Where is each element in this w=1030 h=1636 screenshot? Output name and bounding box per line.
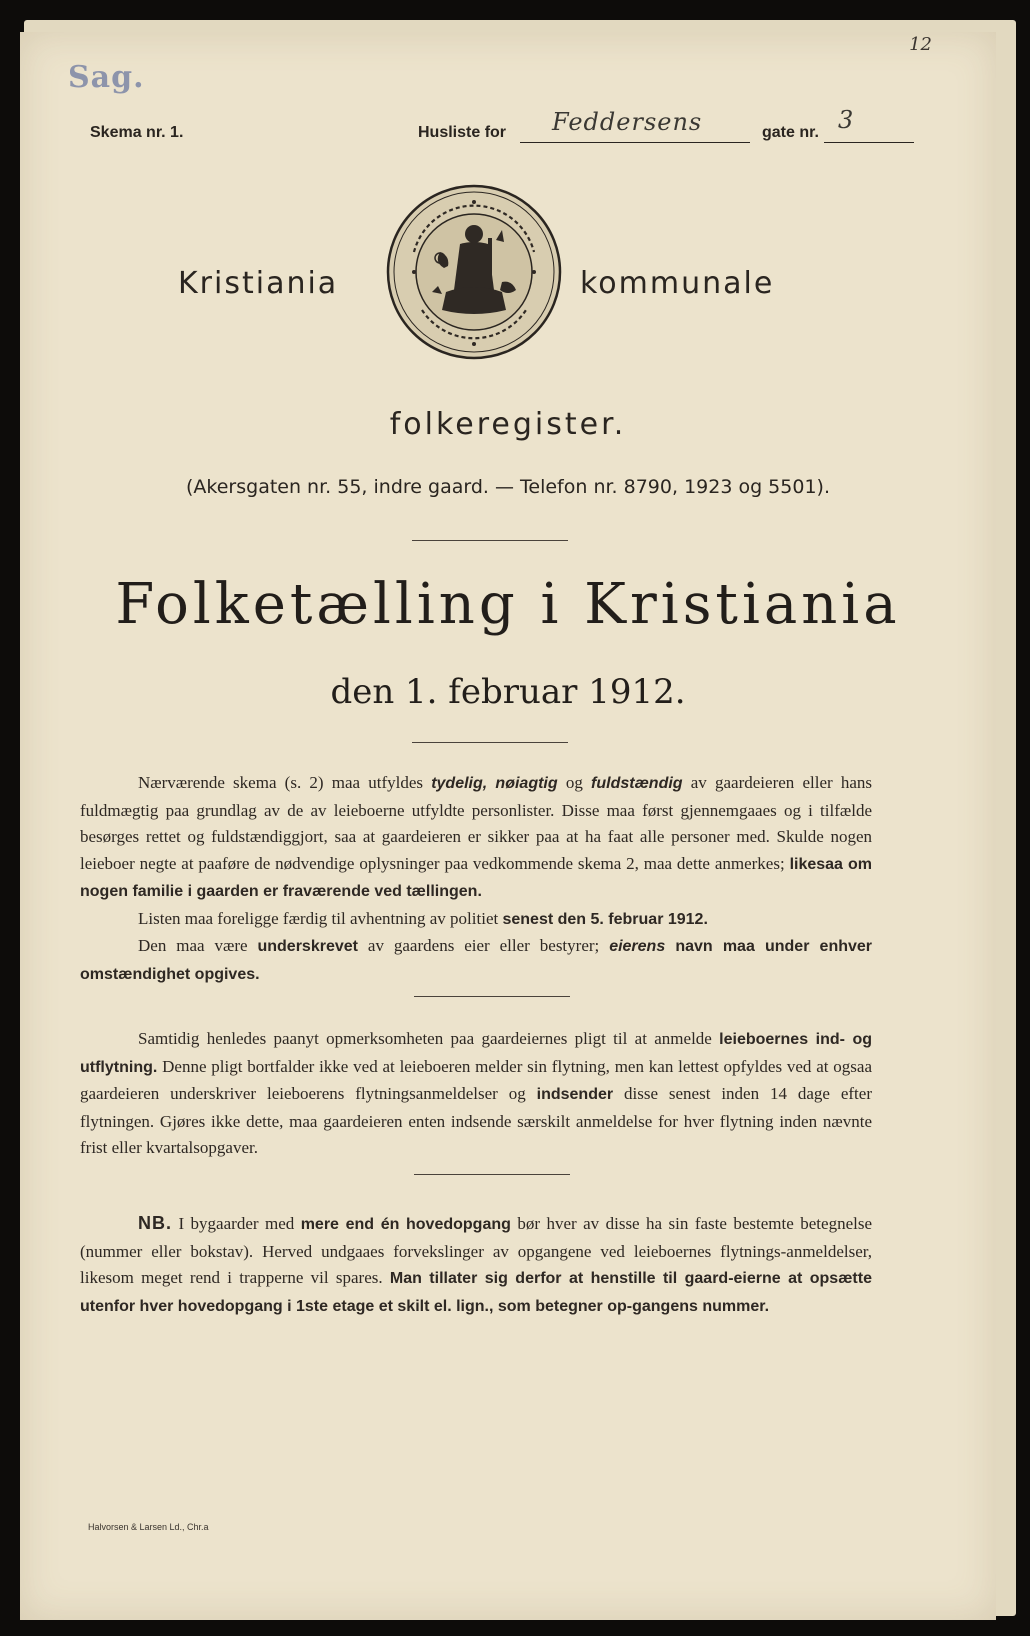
title-right: kommunale [580, 266, 775, 301]
instructions-paragraph-2: Samtidig henledes paanyt opmerksomheten paa gaardeiernes pligt til at anmelde leieboernes ind- og utflytning. Denne pligt bortfalder ikke ved at leieboeren melder sin flytning, men kan lettest opfyldes ved at ogsaa gaardeieren underskriver leieboerens flytningsanmeldelser og indsender disse senest inden 14 dage efter flytningen. Gjøres ikke dette, maa gaardeieren enten indsende særskilt anmeldelse for hver flytning inden nævnte frist eller kvartalsopgaver. [80, 1029, 873, 1157]
sag-stamp: Sag. [68, 60, 145, 95]
divider [414, 1174, 570, 1175]
divider [412, 742, 568, 743]
printer-imprint: Halvorsen & Larsen Ld., Chr.a [88, 1522, 209, 1532]
title-left: Kristiania [178, 266, 339, 301]
page-number: 12 [909, 34, 932, 55]
divider [414, 996, 570, 997]
census-form-page [20, 32, 996, 1620]
gate-label: gate nr. [762, 124, 819, 141]
street-name: Feddersens [552, 108, 703, 136]
instructions-paragraph-1: Nærværende skema (s. 2) maa utfyldes tydelig, nøiagtig og fuldstændig av gaardeieren eller hans fuldmægtig paa grundlag av de av leieboerne utfyldte personlister. Disse maa først gjennemgaaes og i tilfælde besørges rettet og fuldstændiggjort, saa at gaardeieren er sikker paa at ha faat alle personer med. Skulde nogen leieboer negte at paaføre de nødvendige oplysninger paa vedkommende skema 2, maa dette anmerkes; likesaa om nogen familie i gaarden er fraværende ved tællingen. Listen maa foreligge færdig til avhentning av politiet senest den 5. februar 1912. Den maa være underskrevet av gaardens eier eller bestyrer; eierens navn maa under enhver omstændighet opgives. [80, 773, 873, 983]
seal-icon [384, 182, 564, 362]
house-number: 3 [838, 106, 854, 134]
office-address: (Akersgaten nr. 55, indre gaard. — Telefon nr. 8790, 1923 og 5501). [186, 476, 830, 498]
form-header [90, 106, 912, 144]
skema-label: Skema nr. 1. [90, 124, 184, 141]
folkeregister-heading: folkeregister. [389, 407, 627, 442]
divider [412, 540, 568, 541]
main-title: Folketælling i Kristiania [115, 572, 901, 637]
nb-paragraph: NB. I bygaarder med mere end én hovedopgang bør hver av disse ha sin faste bestemte betegnelse (nummer eller bokstav). Herved undgaaes forvekslinger av opgangene ved leieboernes flytnings-anmeldelser, likesom meget rend i trapperne vil spares. Man tillater sig derfor at henstille til gaard-eierne at opsætte utenfor hver hovedopgang i 1ste etage et skilt el. lign., som betegner op-gangens nummer. [80, 1213, 872, 1315]
census-date: den 1. februar 1912. [330, 672, 686, 712]
title-row [20, 182, 996, 362]
husliste-label: Husliste for [418, 124, 507, 141]
